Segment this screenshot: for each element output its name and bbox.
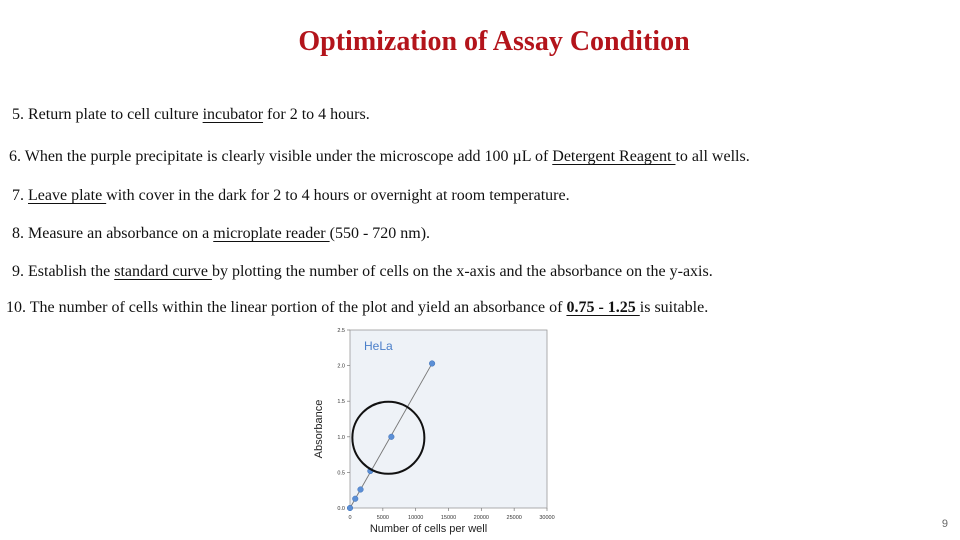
step-5-text-end: for 2 to 4 hours. — [263, 106, 370, 123]
x-axis-label: Number of cells per well — [369, 523, 488, 535]
step-5-underlined: incubator — [202, 106, 264, 123]
step-7 — [12, 186, 570, 206]
x-tick-label: 30000 — [539, 515, 555, 521]
x-tick-label: 25000 — [506, 515, 522, 521]
x-tick-label: 20000 — [473, 515, 489, 521]
y-tick-label: 2.5 — [337, 328, 345, 334]
data-point — [389, 434, 395, 440]
step-7-text: 7. — [12, 187, 28, 204]
step-10 — [6, 298, 708, 318]
step-8-text: 8. Measure an absorbance on a — [12, 225, 214, 242]
step-7-underlined: Leave plate — [28, 187, 107, 204]
step-6-text-end: to all wells. — [675, 148, 750, 165]
step-9-underlined: standard curve — [114, 263, 212, 280]
y-tick-label: 0.5 — [337, 470, 345, 477]
step-5 — [12, 105, 370, 125]
data-point — [429, 361, 435, 367]
x-tick-label: 5000 — [376, 515, 389, 521]
y-tick-label: 0.0 — [337, 506, 345, 512]
step-10-text-end: is suitable. — [639, 299, 709, 316]
step-5-text: 5. Return plate to cell culture — [12, 106, 203, 123]
step-6-text: 6. When the purple precipitate is clearly visible under the microscope add 100 µL of — [9, 148, 553, 165]
step-7-text-end: with cover in the dark for 2 to 4 hours or overnight at room temperature. — [106, 187, 570, 204]
step-10-text: 10. The number of cells within the linear portion of the plot and yield an absorbance of — [6, 299, 567, 316]
data-point — [347, 505, 353, 511]
step-6 — [9, 147, 750, 167]
page-number: 9 — [941, 518, 948, 530]
chart-title: HeLa — [364, 339, 393, 353]
step-9 — [12, 262, 713, 282]
y-tick-label: 1.5 — [337, 399, 345, 406]
step-8-underlined: microplate reader — [213, 225, 330, 242]
y-axis-label: Absorbance — [313, 399, 325, 459]
step-8-text-end: (550 - 720 nm). — [329, 225, 431, 242]
step-6-underlined: Detergent Reagent — [552, 148, 676, 165]
x-tick-label: 10000 — [408, 515, 424, 521]
step-9-text-end: by plotting the number of cells on the x-axis and the absorbance on the y-axis. — [211, 263, 713, 280]
standard-curve-chart — [305, 322, 565, 538]
y-tick-label: 1.0 — [337, 434, 345, 441]
step-10-underlined: 0.75 - 1.25 — [566, 299, 640, 316]
plot-area — [350, 330, 547, 508]
step-9-text: 9. Establish the — [12, 263, 115, 280]
x-tick-label: 15000 — [440, 515, 457, 521]
chart-svg — [305, 322, 565, 538]
y-tick-label: 2.0 — [337, 363, 345, 370]
page-title: Optimization of Assay Condition — [298, 26, 690, 57]
data-point — [352, 496, 358, 502]
step-8 — [12, 224, 430, 244]
data-point — [358, 487, 364, 493]
x-tick-label: 0 — [348, 515, 352, 521]
